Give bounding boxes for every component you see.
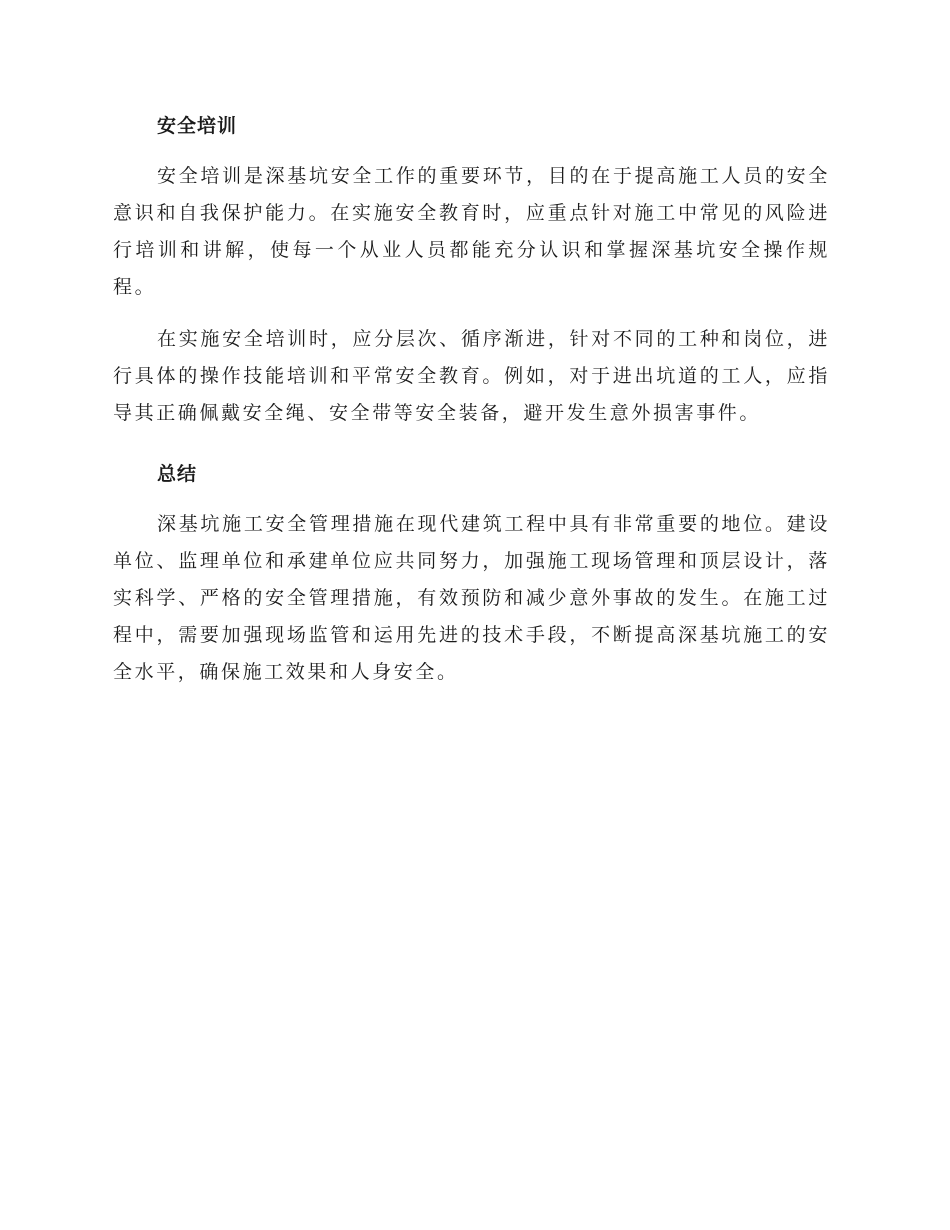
paragraph-safety-training-1: 安全培训是深基坑安全工作的重要环节，目的在于提高施工人员的安全意识和自我保护能力。在实施安全教育时，应重点针对施工中常见的风险进行培训和讲解，使每一个从业人员都能充分认识和掌握深基坑安全操作规程。 — [113, 165, 830, 298]
section-heading-safety-training: 安全培训 — [157, 115, 238, 137]
section-heading-summary: 总结 — [157, 463, 198, 485]
paragraph-summary: 深基坑施工安全管理措施在现代建筑工程中具有非常重要的地位。建设单位、监理单位和承建单位应共同努力，加强施工现场管理和顶层设计，落实科学、严格的安全管理措施，有效预防和减少意外事故的发生。在施工过程中，需要加强现场监管和运用先进的技术手段，不断提高深基坑施工的安全水平，确保施工效果和人身安全。 — [113, 513, 830, 683]
paragraph-safety-training-2: 在实施安全培训时，应分层次、循序渐进，针对不同的工种和岗位，进行具体的操作技能培训和平常安全教育。例如，对于进出坑道的工人，应指导其正确佩戴安全绳、安全带等安全装备，避开发生意外损害事件。 — [113, 328, 830, 424]
